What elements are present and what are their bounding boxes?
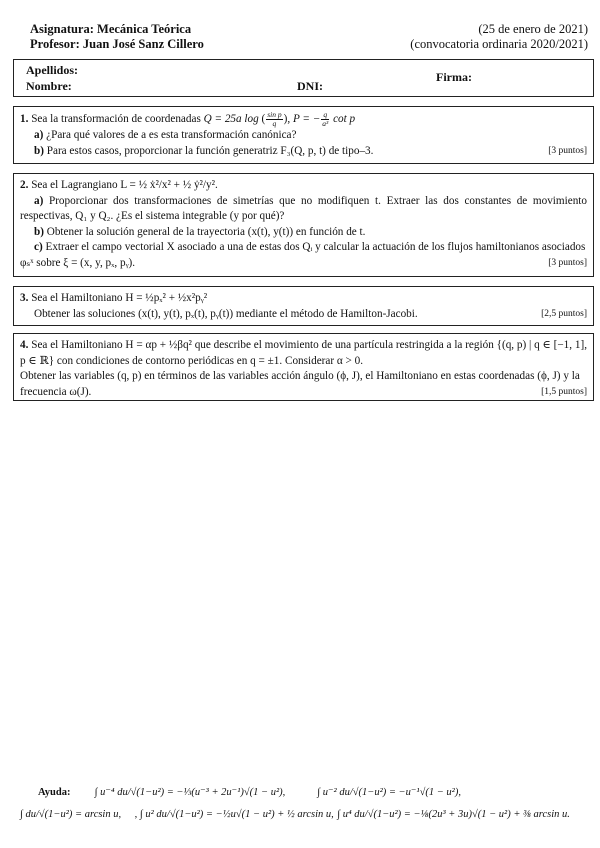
signature-label: Firma: [436, 70, 472, 84]
part-a [20, 194, 587, 225]
help-line-2 [20, 804, 590, 826]
student-id-box [13, 59, 594, 97]
problem-body [20, 307, 587, 323]
problem-intro: Sea el Hamiltoniano H = ½pₓ² + ½x²pᵧ² [31, 292, 208, 304]
equation-part: Q = 25a log [203, 113, 259, 126]
part-label: b) [34, 225, 44, 238]
part-text: Extraer el campo vectorial X asociado a una de estas dos Qᵢ y calcular la actuación de los flujos hamiltonianos asociados φₛˣ sobre ξ = (x, y, pₓ, pᵧ). [20, 241, 586, 269]
problem-4 [13, 333, 594, 401]
numerator: q [321, 111, 329, 120]
formula: ∫ u⁻⁴ du/√(1−u²) = −⅓(u⁻³ + 2u⁻¹)√(1 − u²), [94, 787, 286, 798]
problem-4-statement [20, 338, 587, 369]
denominator: a³ [322, 119, 329, 128]
equation-part: cot p [330, 113, 356, 126]
part-label: b) [34, 144, 44, 157]
formula: , ∫ u² du/√(1−u²) = −½u√(1 − u²) + ½ arcsin u, [134, 809, 334, 820]
part-b [20, 225, 587, 241]
part-text: Para estos casos, proporcionar la función generatriz F₃(Q, p, t) de tipo–3. [46, 144, 374, 157]
header-right [410, 22, 588, 52]
exam-date: (25 de enero de 2021) [478, 22, 588, 36]
part-label: c) [34, 241, 43, 254]
problem-intro: Sea el Hamiltoniano H = αp + ½βq² que describe el movimiento de una partícula restringida a la región {(q, p) | q ∈ [−1, 1], p ∈ ℝ} con condiciones de contorno periódicas en q = ±1. Considerar α > 0. [20, 339, 587, 367]
problem-number: 2. [20, 179, 29, 191]
fraction [321, 111, 329, 128]
exam-session: (convocatoria ordinaria 2020/2021) [410, 37, 588, 51]
part-text: Obtener la solución general de la trayectoria (x(t), y(t)) en función de t. [46, 225, 366, 238]
formula: ∫ du/√(1−u²) = arcsin u, [20, 809, 122, 820]
problem-1-statement [20, 111, 587, 128]
equation-part: , P = − [287, 113, 321, 126]
body-text: Obtener las variables (q, p) en términos de las variables acción ángulo (ϕ, J), el Hamiltoniano en estas coordenadas (ϕ, J) y la frecuencia ω(J). [20, 370, 580, 398]
help-line-1 [20, 782, 590, 804]
points-badge: [3 puntos] [548, 145, 587, 156]
fraction [266, 111, 282, 128]
problem-intro: Sea la transformación de coordenadas [31, 113, 201, 126]
problem-2-statement [20, 178, 587, 194]
part-label: a) [34, 129, 44, 141]
problem-1 [13, 106, 594, 164]
subject-title: Asignatura: Mecánica Teórica [30, 22, 192, 36]
part-label: a) [34, 194, 44, 207]
professor-name: Profesor: Juan José Sanz Cillero [30, 37, 204, 51]
name-label: Nombre: [26, 79, 72, 93]
numerator: sin p [267, 110, 282, 119]
problem-3-statement [20, 291, 587, 307]
paren-close: ) [283, 113, 288, 126]
part-b [20, 144, 587, 160]
paren-open: ( [261, 113, 266, 126]
surname-label: Apellidos: [26, 63, 79, 77]
points-badge: [2,5 puntos] [541, 308, 587, 319]
formula: ∫ u⁴ du/√(1−u²) = −⅛(2u³ + 3u)√(1 − u²) + ⅜ arcsin u. [337, 809, 570, 820]
problem-intro: Sea el Lagrangiano L = ½ ẋ²/x² + ½ ẏ²/y². [31, 179, 218, 191]
part-c [20, 240, 587, 271]
formula: ∫ u⁻² du/√(1−u²) = −u⁻¹√(1 − u²), [317, 787, 461, 798]
points-badge: [1,5 puntos] [541, 386, 587, 397]
denominator: q [272, 119, 277, 128]
body-text: Obtener las soluciones (x(t), y(t), pₓ(t), pᵧ(t)) mediante el método de Hamilton-Jacobi. [34, 307, 418, 320]
problem-body [20, 369, 587, 400]
problem-3 [13, 286, 594, 326]
problem-number: 4. [20, 339, 29, 351]
part-text: ¿Para qué valores de a es esta transformación canónica? [46, 129, 297, 141]
help-label: Ayuda: [38, 787, 71, 798]
dni-label: DNI: [297, 79, 323, 93]
points-badge: [3 puntos] [548, 257, 587, 268]
problem-number: 3. [20, 292, 29, 304]
part-text: Proporcionar dos transformaciones de simetrías que no modifiquen t. Extraer las dos constantes de movimiento respectivas, Q₁ y Q₂. ¿Es el sistema integrable (y por qué)? [20, 194, 587, 223]
help-formulas [20, 782, 590, 826]
problem-2 [13, 173, 594, 277]
part-a [20, 128, 587, 144]
header-left [30, 22, 204, 52]
problem-number: 1. [20, 113, 29, 126]
